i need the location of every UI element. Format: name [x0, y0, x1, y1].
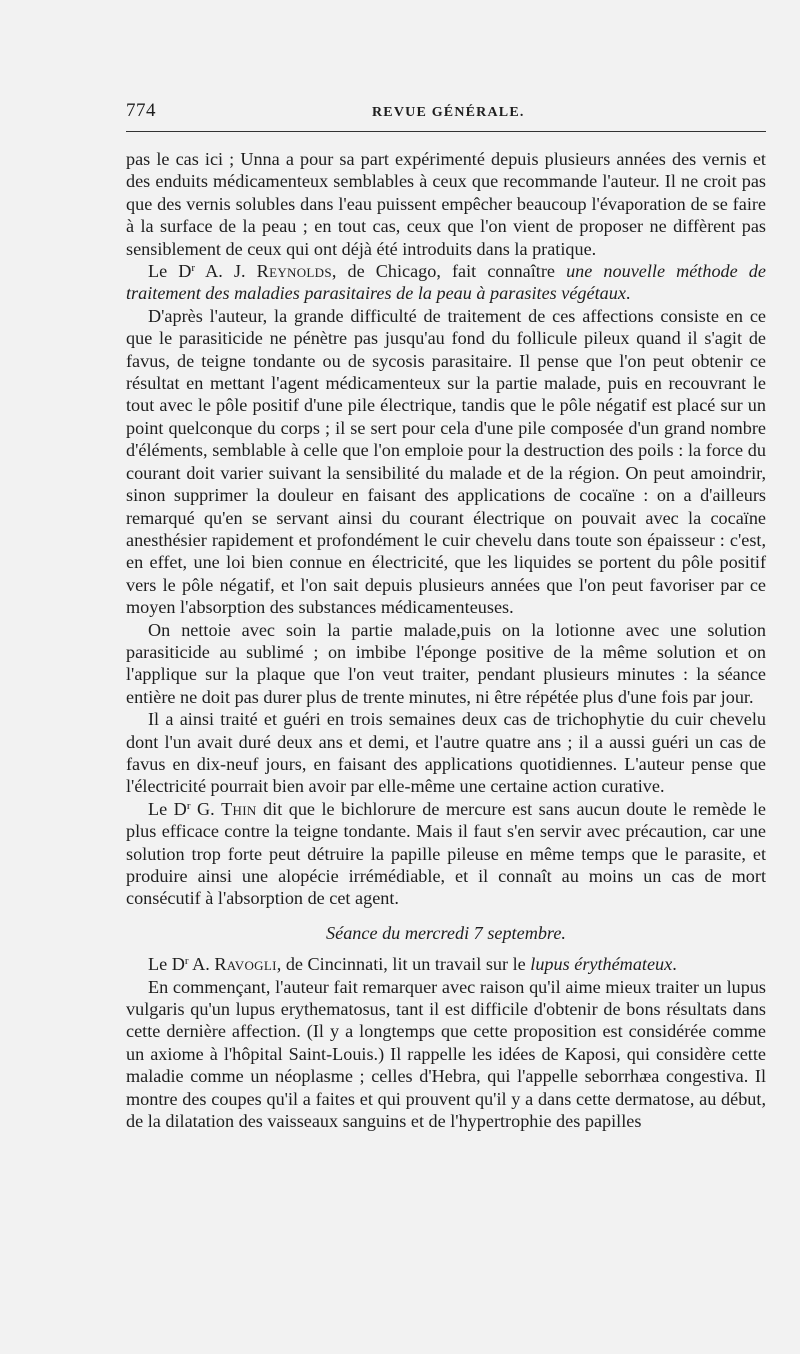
- reynolds-end: .: [625, 283, 631, 304]
- thin-lead: Le D: [148, 798, 187, 819]
- header-rule: [126, 131, 766, 132]
- paragraph-thin: [126, 798, 766, 910]
- paragraph-ravogli: [126, 953, 766, 975]
- reynolds-doctor-sup: r: [191, 262, 196, 275]
- ravogli-lead: Le D: [148, 954, 185, 975]
- ravogli-initials: A.: [188, 954, 215, 975]
- author-name-thin: Thin: [221, 798, 257, 819]
- reynolds-middle: , de Chicago, fait connaître: [331, 261, 567, 282]
- section-heading: Séance du mercredi 7 septembre.: [326, 922, 566, 943]
- thin-doctor-sup: r: [186, 799, 191, 812]
- ravogli-end: .: [672, 954, 677, 975]
- reynolds-initials: A. J.: [195, 261, 257, 282]
- running-title: REVUE GÉNÉRALE.: [372, 105, 525, 120]
- thin-initials: G.: [190, 798, 222, 819]
- ravogli-middle: , de Cincinnati, lit un travail sur le: [276, 954, 531, 975]
- paragraph-4: On nettoie avec soin la partie malade,puis on la lotionne avec une solution parasiticide au sublimé ; on imbibe l'éponge positive de la même solution et on l'applique sur la plaque que l'on veut traiter, pendant plusieurs minutes : la séance entière ne doit pas durer plus de trente minutes, ni être répétée plus d'une fois par jour.: [126, 619, 766, 707]
- page-header: [126, 96, 766, 124]
- author-name-ravogli: Ravogli: [214, 954, 277, 975]
- reynolds-lead: Le D: [148, 261, 192, 282]
- article-body: [126, 148, 766, 1132]
- paragraph-8: En commençant, l'auteur fait remarquer avec raison qu'il aime mieux traiter un lupus vulgaris qu'un lupus erythematosus, tant il est difficile d'obtenir de bons résultats dans cette dernière affection. (Il y a longtemps que cette proposition est considérée comme un axiome à l'hôpital Saint-Louis.) Il rappelle les idées de Kaposi, qui considère cette maladie comme un néoplasme ; celles d'Hebra, qui l'appelle seborrhæa congestiva. Il montre des coupes qu'il a faites et qui prouvent qu'il y a dans cette dermatose, au début, de la dilatation des vaisseaux sanguins et de l'hypertrophie des papilles: [126, 976, 766, 1132]
- page-number: 774: [126, 100, 156, 121]
- author-name-reynolds: Reynolds: [256, 261, 332, 282]
- paragraph-reynolds: [126, 260, 766, 305]
- paragraph-5: Il a ainsi traité et guéri en trois semaines deux cas de trichophytie du cuir chevelu dont l'un avait duré deux ans et demi, et l'autre quatre ans ; il a aussi guéri un cas de favus en dix-neuf jours, en faisant des applications quotidiennes. L'auteur pense que l'électricité pourrait bien avoir par elle-même une certaine action curative.: [126, 709, 766, 797]
- ravogli-work-title: lupus érythémateux: [530, 954, 673, 975]
- thin-rest: dit que le bichlorure de mercure est sans aucun doute le remède le plus efficace contre la teigne tondante. Mais il faut s'en servir avec précaution, car une solution trop forte peut détruire la papille pileuse en même temps que le parasite, et produire ainsi une alopécie irrémédiable, et il connaît au moins un cas de mort consécutif à l'absorption de cet agent.: [126, 798, 767, 909]
- paragraph-3: D'après l'auteur, la grande difficulté de traitement de ces affections consiste en ce que le parasiticide ne pénètre pas jusqu'au fond du follicule pileux quand il s'agit de favus, de teigne tondante ou de sycosis parasitaire. Il pense que l'on peut obtenir ce résultat en mettant l'agent médicamenteux sur la partie malade, puis en recouvrant le tout avec le pôle positif d'une pile électrique, tandis que le pôle négatif est placé sur un point quelconque du corps ; il se sert pour cela d'une pile composée d'un grand nombre d'éléments, semblable à celle que l'on emploie pour la destruction des poils : la force du courant doit varier suivant la sensibilité du malade et de la région. On peut amoindrir, sinon supprimer la douleur en faisant des applications de cocaïne : on a d'ailleurs remarqué qu'en se servant ainsi du courant électrique on pouvait avec la cocaïne anesthésier rapidement et profondément le cuir chevelu dans toute son épaisseur : c'est, en effet, une loi bien connue en électricité, que les liquides se portent du pôle positif vers le pôle négatif, et l'on sait depuis plusieurs années que l'on peut favoriser par ce moyen l'absorption des substances médicamenteuses.: [126, 305, 766, 618]
- reynolds-work-title: une nouvelle méthode de traitement des maladies parasitaires de la peau à parasites végétaux: [126, 261, 766, 304]
- ravogli-doctor-sup: r: [184, 955, 189, 968]
- paragraph-1: pas le cas ici ; Unna a pour sa part expérimenté depuis plusieurs années des vernis et des enduits médicamenteux semblables à ceux que recommande l'auteur. Il ne croit pas que des vernis solubles dans l'eau puissent empêcher beaucoup l'évaporation de se faire à la surface de la peau ; en tout cas, ceux que l'on vient de proposer ne diffèrent pas sensiblement de ceux qui ont déjà été introduits dans la pratique.: [126, 149, 766, 259]
